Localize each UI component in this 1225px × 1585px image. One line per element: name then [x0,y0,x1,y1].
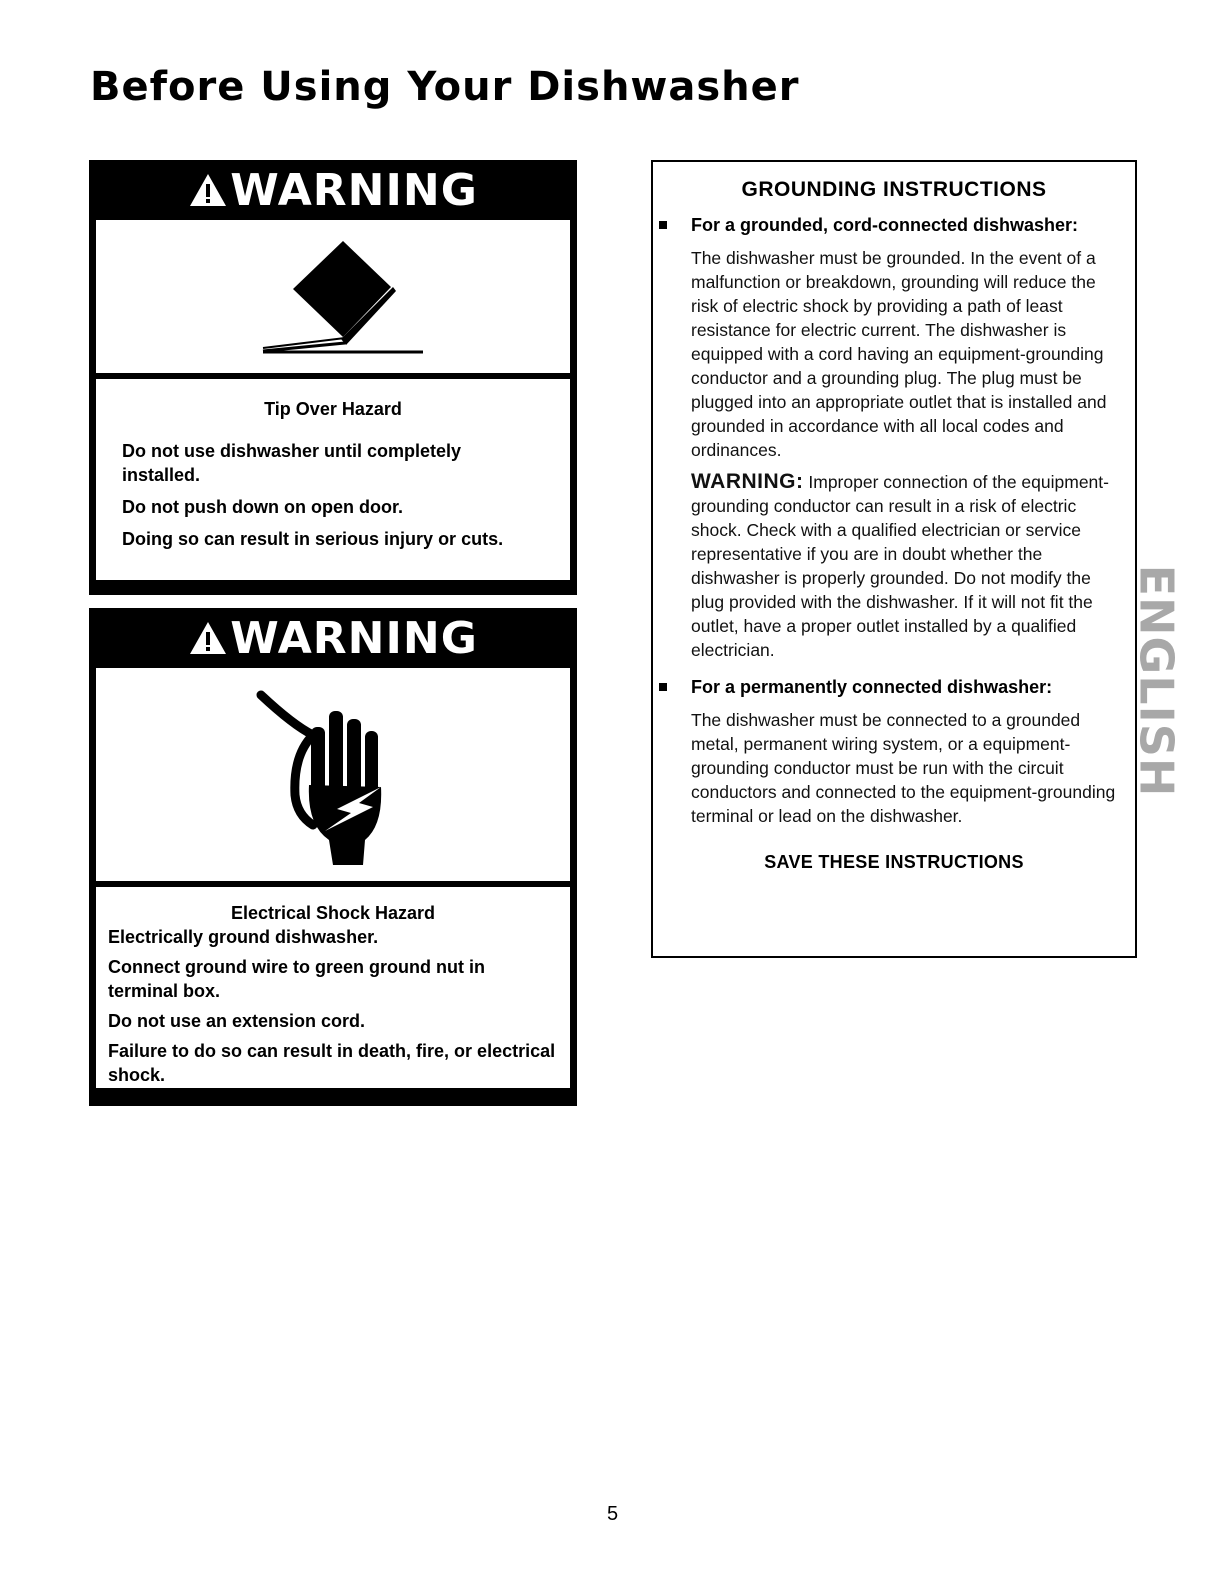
electrical-shock-text [96,887,570,1088]
grounded-cord-item [653,214,1135,236]
warning-header [96,608,570,668]
warning-triangle-icon [188,172,228,208]
page-number: 5 [606,1503,619,1525]
warning-line: Electrically ground dishwasher. [108,927,379,947]
permanent-connection-body [653,708,1135,828]
grounding-warning-label: WARNING: [691,470,804,493]
electrical-shock-warning [89,608,577,1106]
hazard-title: Tip Over Hazard [264,399,402,419]
item-heading: For a permanently connected dishwasher: [691,677,1053,697]
language-side-tab [1128,566,1184,796]
warning-line: Connect ground wire to green ground nut in terminal box. [108,957,485,1001]
grounding-title: GROUNDING INSTRUCTIONS [741,178,1047,201]
grounded-cord-body [653,246,1135,662]
tip-over-icon [96,220,570,373]
warning-triangle-icon [188,620,228,656]
paragraph: The dishwasher must be grounded. In the event of a malfunction or breakdown, grounding will reduce the risk of electric shock by providing a path of least resistance for electric current. The dishwasher is equipped with a cord having an equipment-grounding conductor and a grounding plug. The plug must be plugged into an appropriate outlet that is installed and grounded in accordance with all local codes and ordinances. [691,248,1107,460]
permanent-connection-item [653,676,1135,698]
item-heading: For a grounded, cord-connected dishwasher: [691,215,1079,235]
tip-over-warning [89,160,577,595]
warning-line: Do not use dishwasher until completely installed. [122,441,462,485]
warning-line: Failure to do so can result in death, fire, or electrical shock. [108,1041,556,1085]
warning-word: WARNING [230,164,478,216]
paragraph: The dishwasher must be connected to a grounded metal, permanent wiring system, or a equipment-grounding conductor must be run with the circuit conductors and connected to the equipment-grounding terminal or lead on the dishwasher. [691,710,1116,826]
grounding-instructions [651,160,1137,958]
warning-word: WARNING [230,612,478,664]
page-title: Before Using Your Dishwasher [90,64,800,110]
warning-header [96,160,570,220]
save-instructions: SAVE THESE INSTRUCTIONS [764,852,1024,872]
grounding-warning-text: Improper connection of the equipment-grounding conductor can result in a risk of electric shock. Check with a qualified electrician or service representative if you are in doubt whether the dishwasher is properly grounded. Do not modify the plug provided with the dishwasher. If it will not fit the outlet, have a proper outlet installed by a qualified electrician. [691,472,1109,660]
warning-line: Do not use an extension cord. [108,1011,366,1031]
language-label: ENGLISH [1129,564,1184,798]
warning-line: Do not push down on open door. [122,497,403,517]
hazard-title: Electrical Shock Hazard [230,903,436,923]
tip-over-text [96,379,570,580]
bullet-icon [659,683,667,691]
electrical-shock-icon [96,668,570,881]
warning-line: Doing so can result in serious injury or cuts. [122,529,504,549]
bullet-icon [659,221,667,229]
